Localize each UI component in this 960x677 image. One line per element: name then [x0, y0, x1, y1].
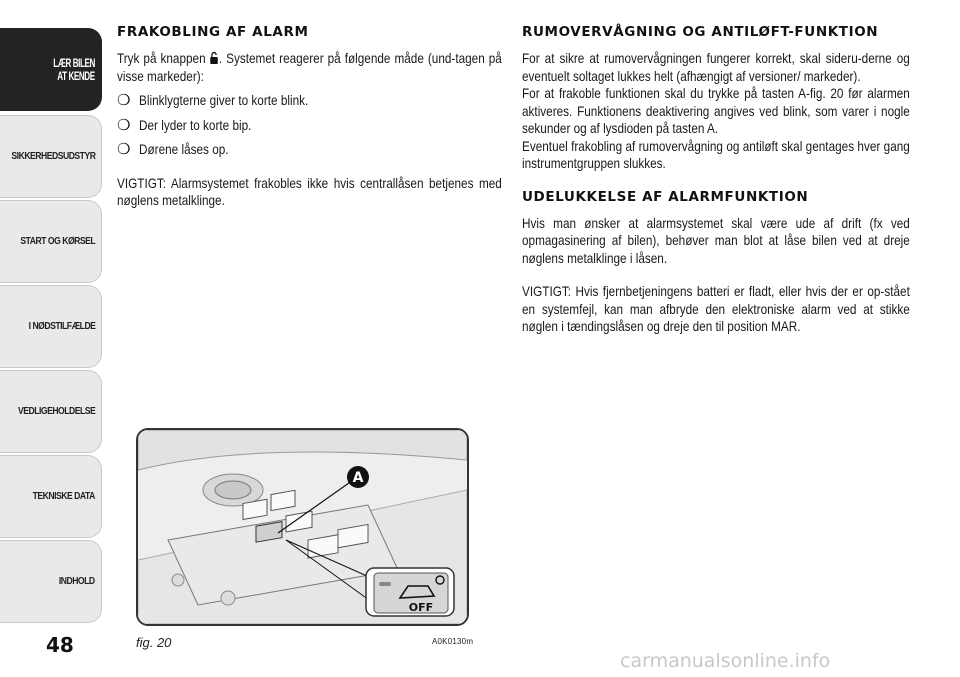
tab-i-nodstilfaelde[interactable] — [0, 285, 102, 368]
section-heading-frakobling: FRAKOBLING AF ALARM — [117, 24, 309, 40]
tab-vedligeholdelse[interactable] — [0, 370, 102, 453]
page-number: 48 — [46, 633, 74, 657]
roof-console-drawing — [138, 430, 467, 624]
bullet-circle-icon: ❍ — [117, 141, 131, 158]
tab-label: VEDLIGEHOLDELSE — [17, 405, 95, 417]
tab-label-line2: AT KENDE — [57, 68, 95, 83]
off-button-text: OFF — [408, 601, 434, 614]
figure-code: A0K0130m — [432, 637, 474, 646]
left-column — [117, 24, 502, 210]
paragraph-3: Eventuel frakobling af rumovervågning og antiløft skal gentages hver gang instrumentgruppen slukkes. — [522, 137, 910, 171]
lock-icon — [210, 51, 219, 65]
tab-tekniske-data[interactable] — [0, 455, 102, 538]
right-column — [522, 24, 910, 336]
figure-20-illustration — [136, 428, 469, 626]
paragraph-1: For at sikre at rumovervågningen fungerer korrekt, skal sideru-derne og eventuelt soltaget lukkes helt (afhængigt af versioner/ markeder). — [522, 50, 910, 84]
bullet-circle-icon: ❍ — [117, 92, 131, 109]
tab-indhold[interactable] — [0, 540, 102, 623]
paragraph-2: For at frakoble funktionen skal du trykke på tasten A-fig. 20 før alarmen aktiveres. Funktionens deaktivering angives ved blink, som varer i nogle sekunder og af lysdioden på tasten A. — [522, 85, 910, 136]
intro-text-start: Tryk på knappen — [117, 50, 210, 66]
tab-label: START OG KØRSEL — [20, 235, 95, 247]
figure-caption: fig. 20 — [136, 635, 172, 650]
bullet-text: Der lyder to korte bip. — [139, 116, 252, 133]
tab-sikkerhedsudstyr[interactable] — [0, 115, 102, 198]
note-paragraph: VIGTIGT: Alarmsystemet frakobles ikke hvis centrallåsen betjenes med nøglens metalklinge. — [117, 174, 502, 208]
tab-laer-bilen-at-kende[interactable] — [0, 28, 102, 111]
section-heading-udelukkelse: UDELUKKELSE AF ALARMFUNKTION — [522, 188, 809, 205]
tab-label: I NØDSTILFÆLDE — [28, 320, 95, 332]
tab-label: TEKNISKE DATA — [32, 490, 95, 502]
tab-label: INDHOLD — [59, 575, 95, 587]
list-item — [117, 91, 502, 110]
bullet-text: Blinklygterne giver to korte blink. — [139, 92, 309, 108]
paragraph-5: VIGTIGT: Hvis fjernbetjeningens batteri er fladt, eller hvis der er op-stået en systemfejl, kan man afbryde den elektroniske alarm ved at stikke nøglen i tændingslåsen og dreje den til position MAR. — [522, 283, 910, 334]
tab-start-og-korsel[interactable] — [0, 200, 102, 283]
bullet-list — [117, 91, 502, 159]
callout-a-label: A — [352, 470, 364, 486]
section-heading-rumovervaagning: RUMOVERVÅGNING OG ANTILØFT-FUNKTION — [522, 24, 879, 40]
list-item — [117, 116, 502, 135]
tab-label: SIKKERHEDSUDSTYR — [11, 150, 95, 162]
intro-paragraph — [117, 50, 502, 85]
bullet-circle-icon: ❍ — [117, 116, 131, 134]
tab-label-line1: LÆR BILEN — [53, 55, 95, 70]
intro-text-end: . Systemet reagerer på følgende måde (und-tagen på visse markeder): — [117, 50, 502, 84]
bullet-text: Dørene låses op. — [139, 141, 229, 157]
list-item — [117, 140, 502, 159]
watermark: carmanualsonline.info — [620, 650, 831, 672]
paragraph-4: Hvis man ønsker at alarmsystemet skal være ude af drift (fx ved opmagasinering af bilen), behøver man blot at låse bilen ved at dreje nøglens metalklinge i låsen. — [522, 214, 910, 266]
